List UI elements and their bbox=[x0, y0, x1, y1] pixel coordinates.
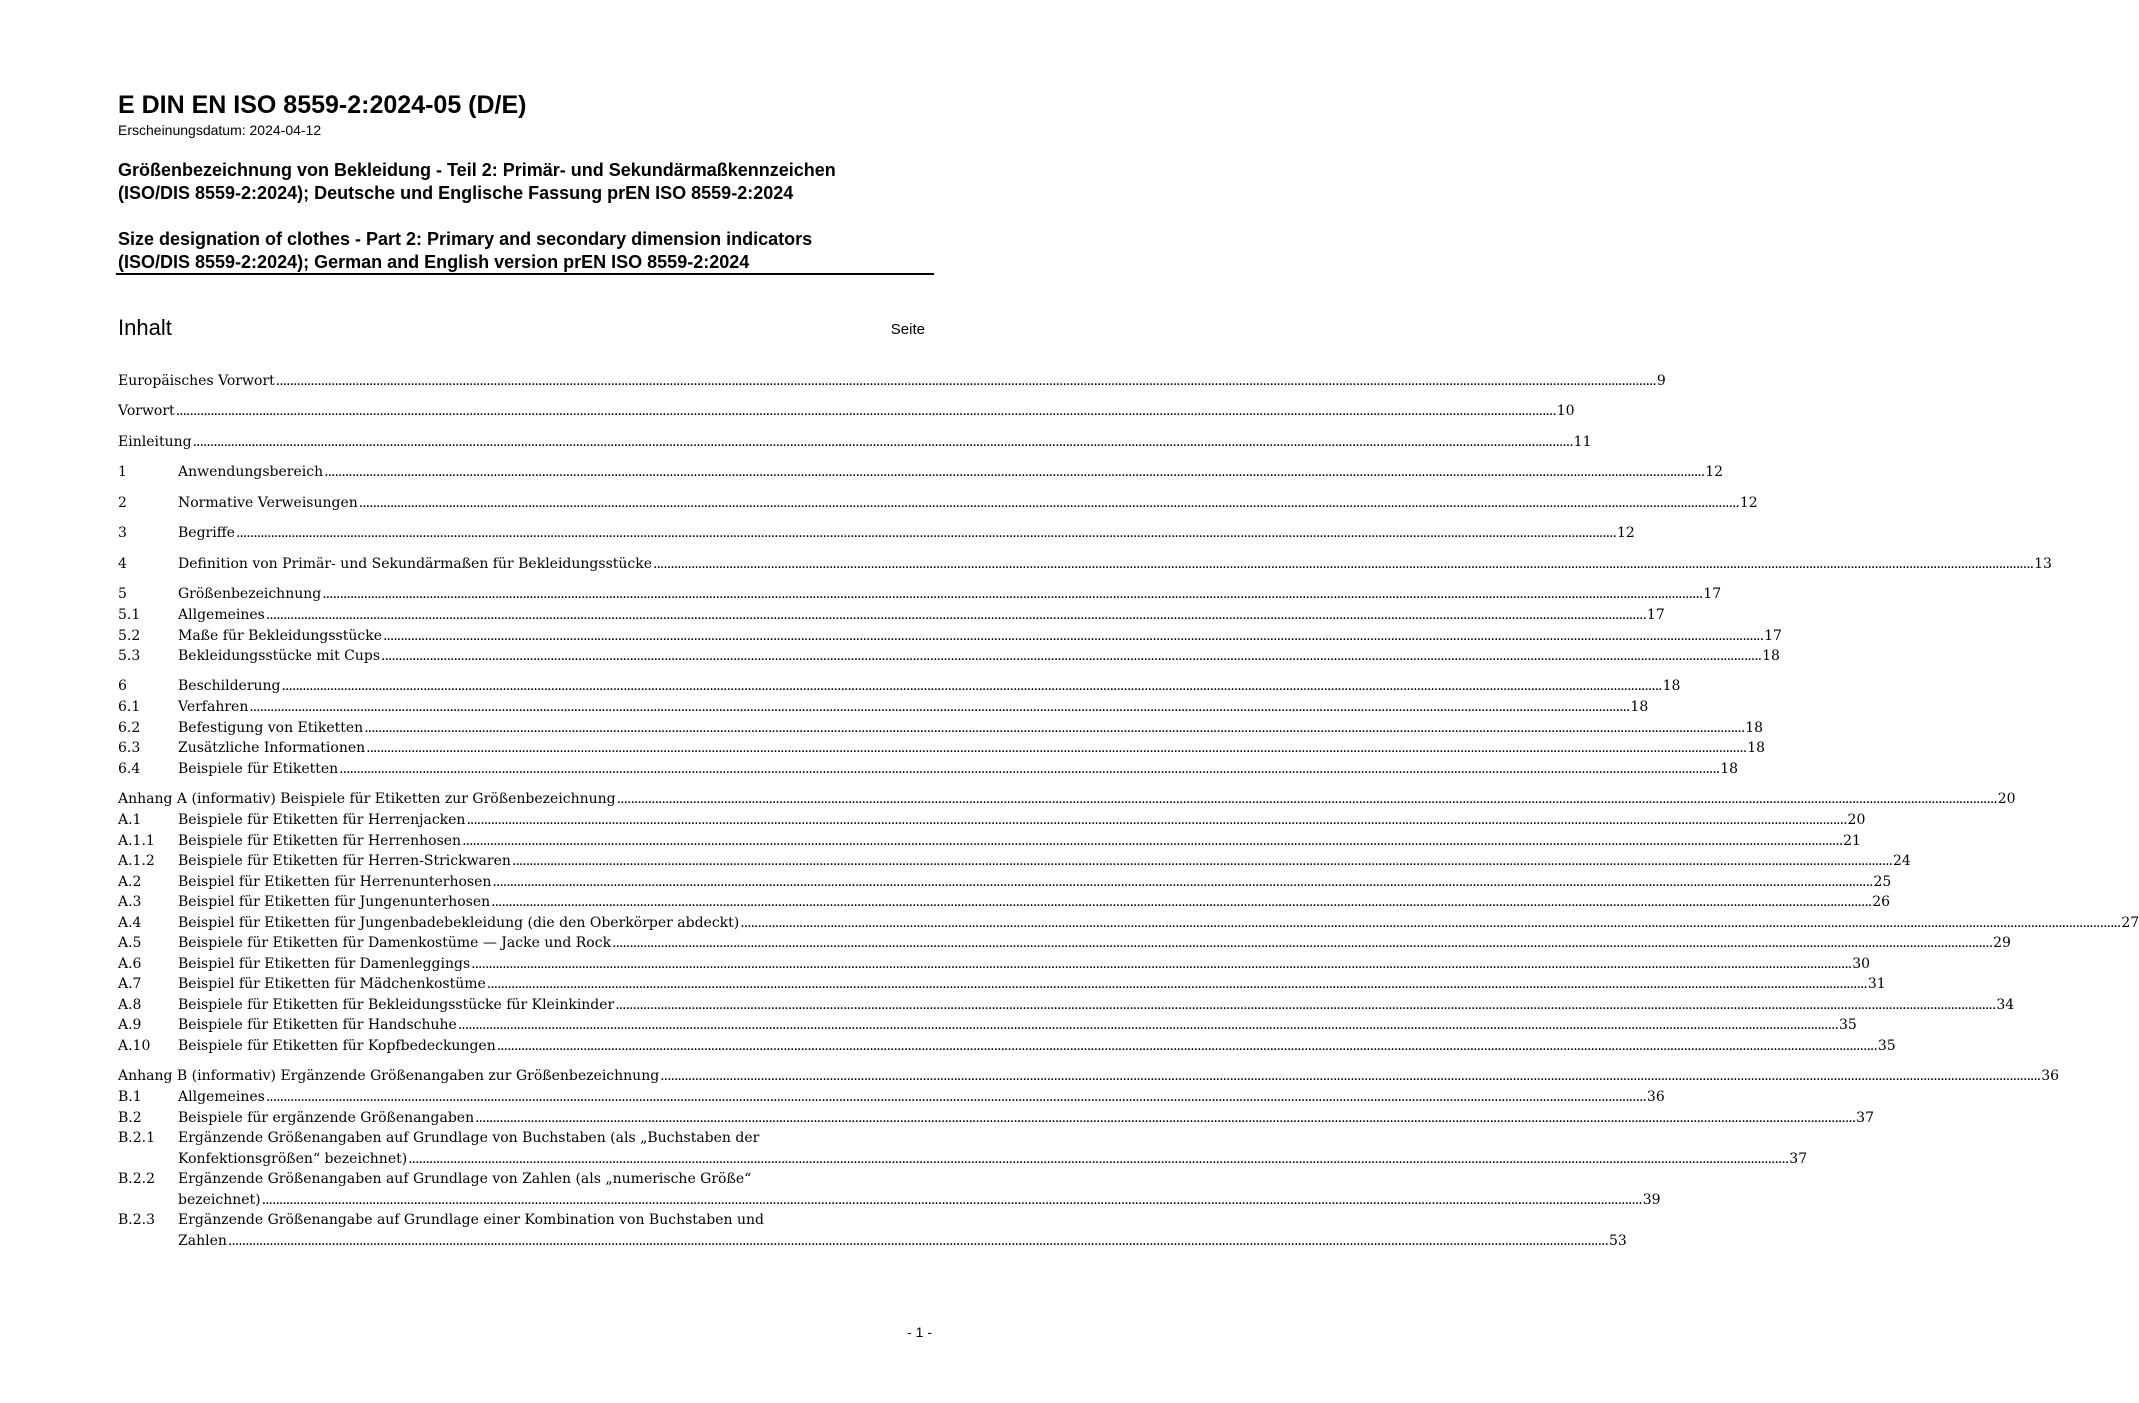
toc-entry-number: B.2 bbox=[118, 1110, 142, 1126]
toc-entry-page: 36 bbox=[2041, 1068, 2060, 1084]
toc-entry-title-continued: Konfektionsgrößen“ bezeichnet) bbox=[178, 1151, 408, 1167]
toc-dot-leader: ................................................................................................................................................................................................................................................................................................................................................................................................................ bbox=[249, 699, 1630, 715]
toc-dot-leader: ................................................................................................................................................................................................................................................................................................................................................................................................................ bbox=[261, 1192, 1642, 1208]
toc-entry-title: Zusätzliche Informationen bbox=[178, 740, 366, 756]
toc-dot-leader: ................................................................................................................................................................................................................................................................................................................................................................................................................ bbox=[612, 935, 1993, 951]
toc-dot-leader: ................................................................................................................................................................................................................................................................................................................................................................................................................ bbox=[366, 740, 1747, 756]
toc-entry-title: Beispiele für ergänzende Größenangaben bbox=[178, 1110, 475, 1126]
toc-entry-title: Anhang B (informativ) Ergänzende Größenangaben zur Größenbezeichnung bbox=[118, 1068, 660, 1084]
toc-entry-title: Verfahren bbox=[178, 699, 249, 715]
toc-dot-leader: ................................................................................................................................................................................................................................................................................................................................................................................................................ bbox=[381, 648, 1762, 664]
toc-entry-page: 27 bbox=[2121, 915, 2139, 931]
toc-entry[interactable] bbox=[118, 493, 1758, 514]
toc-entry[interactable] bbox=[118, 401, 1575, 422]
toc-entry-page: 11 bbox=[1573, 434, 1592, 450]
toc-dot-leader: ................................................................................................................................................................................................................................................................................................................................................................................................................ bbox=[275, 373, 1656, 389]
toc-entry[interactable] bbox=[118, 789, 2016, 810]
toc-entry[interactable] bbox=[118, 462, 1724, 483]
toc-dot-leader: ................................................................................................................................................................................................................................................................................................................................................................................................................ bbox=[475, 1110, 1856, 1126]
toc-entry-title: Begriffe bbox=[178, 525, 235, 541]
toc-entry-page: 17 bbox=[1764, 628, 1782, 644]
toc-entry-number: 5.2 bbox=[118, 628, 141, 644]
toc-dot-leader: ................................................................................................................................................................................................................................................................................................................................................................................................................ bbox=[616, 791, 1997, 807]
document-id: E DIN EN ISO 8559-2:2024-05 (D/E) bbox=[118, 91, 527, 119]
toc-entry-number: 6.3 bbox=[118, 740, 141, 756]
toc-entry-number: A.1 bbox=[118, 812, 142, 828]
toc-entry[interactable] bbox=[118, 738, 1766, 759]
toc-entry-title: Beispiele für Etiketten für Kopfbedeckungen bbox=[178, 1038, 496, 1054]
toc-entry-title: Europäisches Vorwort bbox=[118, 373, 275, 389]
toc-entry-page: 18 bbox=[1747, 740, 1766, 756]
toc-dot-leader: ................................................................................................................................................................................................................................................................................................................................................................................................................ bbox=[408, 1151, 1789, 1167]
toc-dot-leader: ................................................................................................................................................................................................................................................................................................................................................................................................................ bbox=[358, 495, 1739, 511]
toc-entry[interactable] bbox=[118, 1210, 1627, 1252]
toc-entry-page: 18 bbox=[1662, 678, 1681, 694]
toc-entry-page: 18 bbox=[1745, 720, 1764, 736]
toc-entry-page: 18 bbox=[1630, 699, 1649, 715]
toc-entry[interactable] bbox=[118, 810, 1866, 831]
toc-entry-page: 12 bbox=[1705, 464, 1724, 480]
toc-entry-page: 30 bbox=[1852, 956, 1871, 972]
toc-entry-page: 18 bbox=[1762, 648, 1780, 664]
toc-dot-leader: ................................................................................................................................................................................................................................................................................................................................................................................................................ bbox=[322, 586, 1703, 602]
toc-entry-title: Größenbezeichnung bbox=[178, 586, 322, 602]
toc-dot-leader: ................................................................................................................................................................................................................................................................................................................................................................................................................ bbox=[457, 1017, 1838, 1033]
toc-entry-page: 17 bbox=[1703, 586, 1722, 602]
toc-dot-leader: ................................................................................................................................................................................................................................................................................................................................................................................................................ bbox=[462, 833, 1843, 849]
toc-entry-page: 35 bbox=[1838, 1017, 1857, 1033]
toc-entry-page: 29 bbox=[1993, 935, 2011, 951]
toc-dot-leader: ................................................................................................................................................................................................................................................................................................................................................................................................................ bbox=[281, 678, 1662, 694]
toc-entry[interactable] bbox=[118, 872, 1892, 893]
title-english-line-2: (ISO/DIS 8559-2:2024); German and English version prEN ISO 8559-2:2024 bbox=[118, 252, 750, 272]
toc-entry-title: Ergänzende Größenangabe auf Grundlage einer Kombination von Buchstaben und bbox=[178, 1212, 764, 1228]
toc-entry-number: A.3 bbox=[118, 894, 142, 910]
toc-entry[interactable] bbox=[118, 432, 1592, 453]
toc-dot-leader: ................................................................................................................................................................................................................................................................................................................................................................................................................ bbox=[491, 894, 1872, 910]
toc-entry-title: Ergänzende Größenangaben auf Grundlage von Buchstaben (als „Buchstaben der bbox=[178, 1130, 760, 1146]
toc-entry-number: A.6 bbox=[118, 956, 142, 972]
toc-dot-leader: ................................................................................................................................................................................................................................................................................................................................................................................................................ bbox=[175, 403, 1556, 419]
toc-entry-number: A.8 bbox=[118, 997, 142, 1013]
toc-entry-page: 35 bbox=[1877, 1038, 1896, 1054]
toc-entry[interactable] bbox=[118, 646, 1780, 667]
toc-entry-page: 34 bbox=[1996, 997, 2015, 1013]
toc-entry-page: 17 bbox=[1646, 607, 1665, 623]
toc-entry-page: 26 bbox=[1872, 894, 1891, 910]
toc-entry-page: 12 bbox=[1617, 525, 1635, 541]
toc-entry-number: A.2 bbox=[118, 874, 142, 890]
toc-entry-page: 53 bbox=[1608, 1233, 1627, 1249]
toc-entry[interactable] bbox=[118, 584, 1722, 605]
toc-entry-title: Allgemeines bbox=[178, 1089, 265, 1105]
toc-entry-title: Bekleidungsstücke mit Cups bbox=[178, 648, 381, 664]
toc-entry[interactable] bbox=[118, 892, 1891, 913]
toc-dot-leader: ................................................................................................................................................................................................................................................................................................................................................................................................................ bbox=[227, 1233, 1608, 1249]
toc-entry[interactable] bbox=[118, 371, 1666, 392]
page-number: - 1 - bbox=[907, 1324, 932, 1340]
toc-entry[interactable] bbox=[118, 697, 1649, 718]
toc-dot-leader: ................................................................................................................................................................................................................................................................................................................................................................................................................ bbox=[466, 812, 1847, 828]
toc-entry-page: 25 bbox=[1873, 874, 1892, 890]
toc-entry-page: 10 bbox=[1556, 403, 1575, 419]
toc-entry-title: Beispiele für Etiketten für Herrenjacken bbox=[178, 812, 466, 828]
toc-dot-leader: ................................................................................................................................................................................................................................................................................................................................................................................................................ bbox=[486, 976, 1867, 992]
toc-entry[interactable] bbox=[118, 1087, 1665, 1108]
toc-dot-leader: ................................................................................................................................................................................................................................................................................................................................................................................................................ bbox=[471, 956, 1852, 972]
toc-entry-page: 21 bbox=[1843, 833, 1861, 849]
toc-entry-title: Beispiele für Etiketten bbox=[178, 761, 339, 777]
toc-dot-leader: ................................................................................................................................................................................................................................................................................................................................................................................................................ bbox=[492, 874, 1873, 890]
toc-entry-title: Einleitung bbox=[118, 434, 192, 450]
toc-entry-title: Ergänzende Größenangaben auf Grundlage von Zahlen (als „numerische Größe“ bbox=[178, 1171, 752, 1187]
toc-dot-leader: ................................................................................................................................................................................................................................................................................................................................................................................................................ bbox=[740, 915, 2121, 931]
toc-dot-leader: ................................................................................................................................................................................................................................................................................................................................................................................................................ bbox=[235, 525, 1617, 541]
toc-entry-title: Normative Verweisungen bbox=[178, 495, 358, 511]
toc-entry[interactable] bbox=[118, 974, 1886, 995]
toc-entry-number: 2 bbox=[118, 495, 127, 511]
toc-entry-title: Beispiele für Etiketten für Bekleidungsstücke für Kleinkinder bbox=[178, 997, 615, 1013]
toc-dot-leader: ................................................................................................................................................................................................................................................................................................................................................................................................................ bbox=[382, 628, 1764, 644]
toc-entry-page: 39 bbox=[1642, 1192, 1661, 1208]
toc-page-label: Seite bbox=[890, 321, 925, 338]
toc-entry-number: 5.1 bbox=[118, 607, 141, 623]
toc-entry-title: Allgemeines bbox=[178, 607, 265, 623]
toc-dot-leader: ................................................................................................................................................................................................................................................................................................................................................................................................................ bbox=[653, 556, 2034, 572]
toc-entry-title: Anhang A (informativ) Beispiele für Etiketten zur Größenbezeichnung bbox=[118, 791, 616, 807]
toc-entry[interactable] bbox=[118, 1108, 1874, 1129]
toc-entry-page: 18 bbox=[1720, 761, 1739, 777]
toc-entry-page: 9 bbox=[1656, 373, 1666, 389]
toc-entry-title: Beispiele für Etiketten für Damenkostüme — Jacke und Rock bbox=[178, 935, 612, 951]
toc-entry-title: Beispiele für Etiketten für Herrenhosen bbox=[178, 833, 462, 849]
toc-entry-title: Beispiele für Etiketten für Handschuhe bbox=[178, 1017, 457, 1033]
toc-entry-page: 13 bbox=[2034, 556, 2052, 572]
toc-entry-title-continued: bezeichnet) bbox=[178, 1192, 261, 1208]
toc-dot-leader: ................................................................................................................................................................................................................................................................................................................................................................................................................ bbox=[265, 1089, 1646, 1105]
toc-entry-number: 3 bbox=[118, 525, 127, 541]
toc-entry-title: Beschilderung bbox=[178, 678, 281, 694]
toc-entry[interactable] bbox=[118, 1015, 1857, 1036]
publication-date: Erscheinungsdatum: 2024-04-12 bbox=[118, 122, 322, 138]
toc-entry-number: B.1 bbox=[118, 1089, 142, 1105]
toc-heading: Inhalt bbox=[118, 315, 172, 340]
toc-entry-title: Beispiel für Etiketten für Mädchenkostüme bbox=[178, 976, 486, 992]
toc-entry-number: A.4 bbox=[118, 915, 142, 931]
toc-entry[interactable] bbox=[118, 1169, 1661, 1211]
toc-dot-leader: ................................................................................................................................................................................................................................................................................................................................................................................................................ bbox=[192, 434, 1573, 450]
toc-entry-page: 36 bbox=[1646, 1089, 1665, 1105]
toc-entry[interactable] bbox=[118, 759, 1739, 780]
toc-entry-page: 31 bbox=[1867, 976, 1886, 992]
toc-entry[interactable] bbox=[118, 1066, 2060, 1087]
toc-entry-number: A.10 bbox=[118, 1038, 151, 1054]
toc-entry[interactable] bbox=[118, 676, 1681, 697]
toc-entry-title: Beispiel für Etiketten für Damenleggings bbox=[178, 956, 471, 972]
toc-entry[interactable] bbox=[118, 554, 2052, 575]
toc-entry-number: B.2.2 bbox=[118, 1171, 156, 1187]
toc-entry[interactable] bbox=[118, 995, 2015, 1016]
toc-entry-number: A.1.1 bbox=[118, 833, 155, 849]
toc-entry[interactable] bbox=[118, 718, 1764, 739]
toc-entry-number: 6 bbox=[118, 678, 127, 694]
toc-entry[interactable] bbox=[118, 1036, 1896, 1057]
title-german-line-2: (ISO/DIS 8559-2:2024); Deutsche und Englische Fassung prEN ISO 8559-2:2024 bbox=[118, 183, 794, 203]
toc-entry-page: 37 bbox=[1856, 1110, 1874, 1126]
toc-entry-number: 5 bbox=[118, 586, 127, 602]
toc-entry-title-continued: Zahlen bbox=[178, 1233, 227, 1249]
toc-dot-leader: ................................................................................................................................................................................................................................................................................................................................................................................................................ bbox=[265, 607, 1646, 623]
toc-entry-number: 4 bbox=[118, 556, 127, 572]
toc-entry-title: Definition von Primär- und Sekundärmaßen für Bekleidungsstücke bbox=[178, 556, 653, 572]
toc-entry-page: 20 bbox=[1847, 812, 1866, 828]
toc-entry-number: 6.4 bbox=[118, 761, 141, 777]
toc-entry-number: A.7 bbox=[118, 976, 142, 992]
toc-entry-number: 6.2 bbox=[118, 720, 141, 736]
toc-entry-title: Beispiel für Etiketten für Herrenunterhosen bbox=[178, 874, 492, 890]
title-english-line-1: Size designation of clothes - Part 2: Primary and secondary dimension indicators bbox=[118, 229, 813, 249]
toc-entry-title: Anwendungsbereich bbox=[178, 464, 324, 480]
toc-entry[interactable] bbox=[118, 933, 2011, 954]
toc-entry-title: Maße für Bekleidungsstücke bbox=[178, 628, 382, 644]
toc-entry[interactable] bbox=[118, 831, 1861, 852]
toc-dot-leader: ................................................................................................................................................................................................................................................................................................................................................................................................................ bbox=[364, 720, 1745, 736]
toc-dot-leader: ................................................................................................................................................................................................................................................................................................................................................................................................................ bbox=[660, 1068, 2041, 1084]
toc-entry-title: Befestigung von Etiketten bbox=[178, 720, 364, 736]
toc-dot-leader: ................................................................................................................................................................................................................................................................................................................................................................................................................ bbox=[339, 761, 1720, 777]
toc-entry-number: A.9 bbox=[118, 1017, 142, 1033]
toc-dot-leader: ................................................................................................................................................................................................................................................................................................................................................................................................................ bbox=[615, 997, 1996, 1013]
toc-entry-page: 37 bbox=[1789, 1151, 1808, 1167]
table-of-contents bbox=[118, 0, 2139, 1403]
toc-entry-number: B.2.1 bbox=[118, 1130, 156, 1146]
toc-entry-number: B.2.3 bbox=[118, 1212, 156, 1228]
toc-entry[interactable] bbox=[118, 523, 1635, 544]
toc-dot-leader: ................................................................................................................................................................................................................................................................................................................................................................................................................ bbox=[496, 1038, 1877, 1054]
toc-entry-title: Vorwort bbox=[118, 403, 175, 419]
toc-entry-title: Beispiele für Etiketten für Herren-Strickwaren bbox=[178, 853, 511, 869]
toc-entry[interactable] bbox=[118, 605, 1665, 626]
toc-entry-title: Beispiel für Etiketten für Jungenunterhosen bbox=[178, 894, 491, 910]
toc-entry-number: A.1.2 bbox=[118, 853, 155, 869]
toc-entry-number: A.5 bbox=[118, 935, 142, 951]
toc-entry[interactable] bbox=[118, 626, 1782, 647]
toc-entry[interactable] bbox=[118, 1128, 1808, 1170]
toc-entry-page: 24 bbox=[1892, 853, 1911, 869]
toc-entry[interactable] bbox=[118, 913, 2139, 934]
toc-entry[interactable] bbox=[118, 851, 1911, 872]
toc-entry-page: 12 bbox=[1739, 495, 1758, 511]
toc-entry-number: 1 bbox=[118, 464, 127, 480]
toc-entry-number: 5.3 bbox=[118, 648, 141, 664]
toc-entry-title: Beispiel für Etiketten für Jungenbadebekleidung (die den Oberkörper abdeckt) bbox=[178, 915, 740, 931]
toc-dot-leader: ................................................................................................................................................................................................................................................................................................................................................................................................................ bbox=[511, 853, 1892, 869]
toc-dot-leader: ................................................................................................................................................................................................................................................................................................................................................................................................................ bbox=[324, 464, 1705, 480]
title-german-line-1: Größenbezeichnung von Bekleidung - Teil 2: Primär- und Sekundärmaßkennzeichen bbox=[118, 160, 836, 180]
toc-entry-page: 20 bbox=[1997, 791, 2016, 807]
toc-entry-number: 6.1 bbox=[118, 699, 141, 715]
toc-entry[interactable] bbox=[118, 954, 1871, 975]
